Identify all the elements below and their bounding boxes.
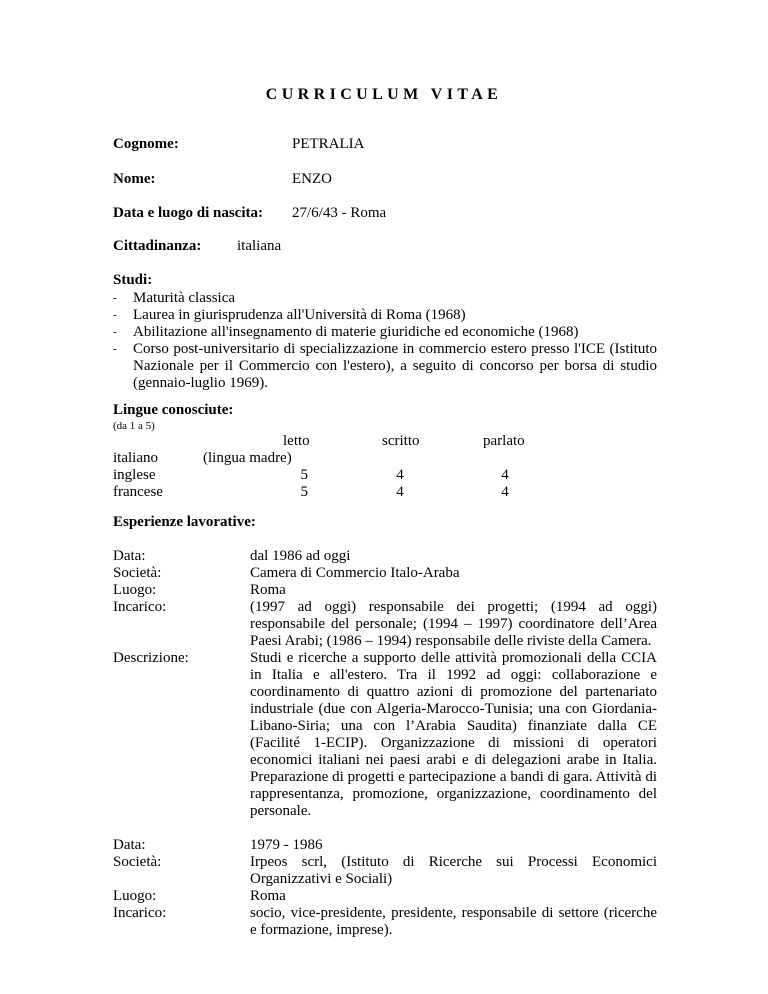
company-label: Società: [113, 854, 162, 870]
role-value: (1997 ad oggi) responsabile dei progetti; (1994 ad oggi) responsabile del personale; (1994 – 1997) coordinatore dell’Area Paesi Arabi; (1986 – 1994) responsabile delle riviste della Camera. [250, 599, 657, 649]
role-label: Incarico: [113, 905, 167, 921]
place-label: Luogo: [113, 888, 157, 904]
english-read: 5 [300, 467, 308, 483]
language-french: francese [113, 484, 163, 500]
french-read: 5 [300, 484, 308, 500]
column-speak: parlato [483, 433, 525, 449]
studies-list [113, 290, 657, 392]
citizenship-label: Cittadinanza: [113, 238, 202, 254]
date-value: 1979 - 1986 [250, 837, 323, 853]
name-label: Nome: [113, 171, 156, 187]
company-value: Irpeos scrl, (Istituto di Ricerche sui Processi Economici Organizzativi e Sociali) [250, 854, 657, 887]
french-write: 4 [396, 484, 404, 500]
mother-tongue-note: (lingua madre) [203, 450, 292, 466]
surname-label: Cognome: [113, 136, 179, 152]
surname-value: PETRALIA [292, 136, 365, 152]
role-label: Incarico: [113, 599, 167, 615]
description-value: Studi e ricerche a supporto delle attività promozionali della CCIA in Italia e all'estero. Tra il 1992 ad oggi: collaborazione e coordinamento di quattro azioni di promozione del partenariato industriale (due con Algeria-Marocco-Tunisia; una con Giordania-Libano-Siria; una con l’Arabia Saudita) finanziate dalla CE (Facilité 1-ECIP). Organizzazione di missioni di operatori economici italiani nei paesi arabi e di delegazioni arabe in Italia. Preparazione di progetti e partecipazione a bandi di gara. Attività di rappresentanza, promozione, organizzazione, coordinamento del personale. [250, 650, 657, 819]
list-item: - Abilitazione all'insegnamento di materie giuridiche ed economiche (1968) [113, 324, 579, 340]
dash-bullet: - [113, 326, 117, 338]
dash-bullet: - [113, 309, 117, 321]
place-value: Roma [250, 888, 286, 904]
place-value: Roma [250, 582, 286, 598]
role-value: socio, vice-presidente, presidente, responsabile di settore (ricerche e formazione, imprese). [250, 905, 657, 938]
studies-heading: Studi: [113, 272, 153, 288]
languages-scale-note: (da 1 a 5) [113, 420, 155, 432]
name-value: ENZO [292, 171, 332, 187]
date-label: Data: [113, 837, 146, 853]
language-italian: italiano [113, 450, 158, 466]
description-label: Descrizione: [113, 650, 189, 666]
list-item: - Maturità classica [113, 290, 236, 306]
date-label: Data: [113, 548, 146, 564]
dash-bullet: - [113, 292, 117, 304]
dash-bullet: - [113, 343, 117, 355]
list-item: - Laurea in giurisprudenza all'Università di Roma (1968) [113, 307, 466, 323]
language-english: inglese [113, 467, 156, 483]
citizenship-value: italiana [237, 238, 282, 254]
english-speak: 4 [501, 467, 509, 483]
list-item: - Corso post-universitario di specializzazione in commercio estero presso l'ICE (Istituto Nazionale per il Commercio con l'estero), a seguito di concorso per borsa di studio (gennaio-luglio 1969). [113, 341, 657, 391]
company-label: Società: [113, 565, 162, 581]
date-value: dal 1986 ad oggi [250, 548, 351, 564]
place-label: Luogo: [113, 582, 157, 598]
document-title: CURRICULUM VITAE [265, 86, 503, 103]
company-value: Camera di Commercio Italo-Araba [250, 565, 460, 581]
languages-heading: Lingue conosciute: [113, 402, 234, 418]
experience-heading: Esperienze lavorative: [113, 514, 256, 530]
column-read: letto [283, 433, 310, 449]
column-write: scritto [382, 433, 420, 449]
french-speak: 4 [501, 484, 509, 500]
birth-value: 27/6/43 - Roma [292, 205, 387, 221]
english-write: 4 [396, 467, 404, 483]
birth-label: Data e luogo di nascita: [113, 205, 263, 221]
